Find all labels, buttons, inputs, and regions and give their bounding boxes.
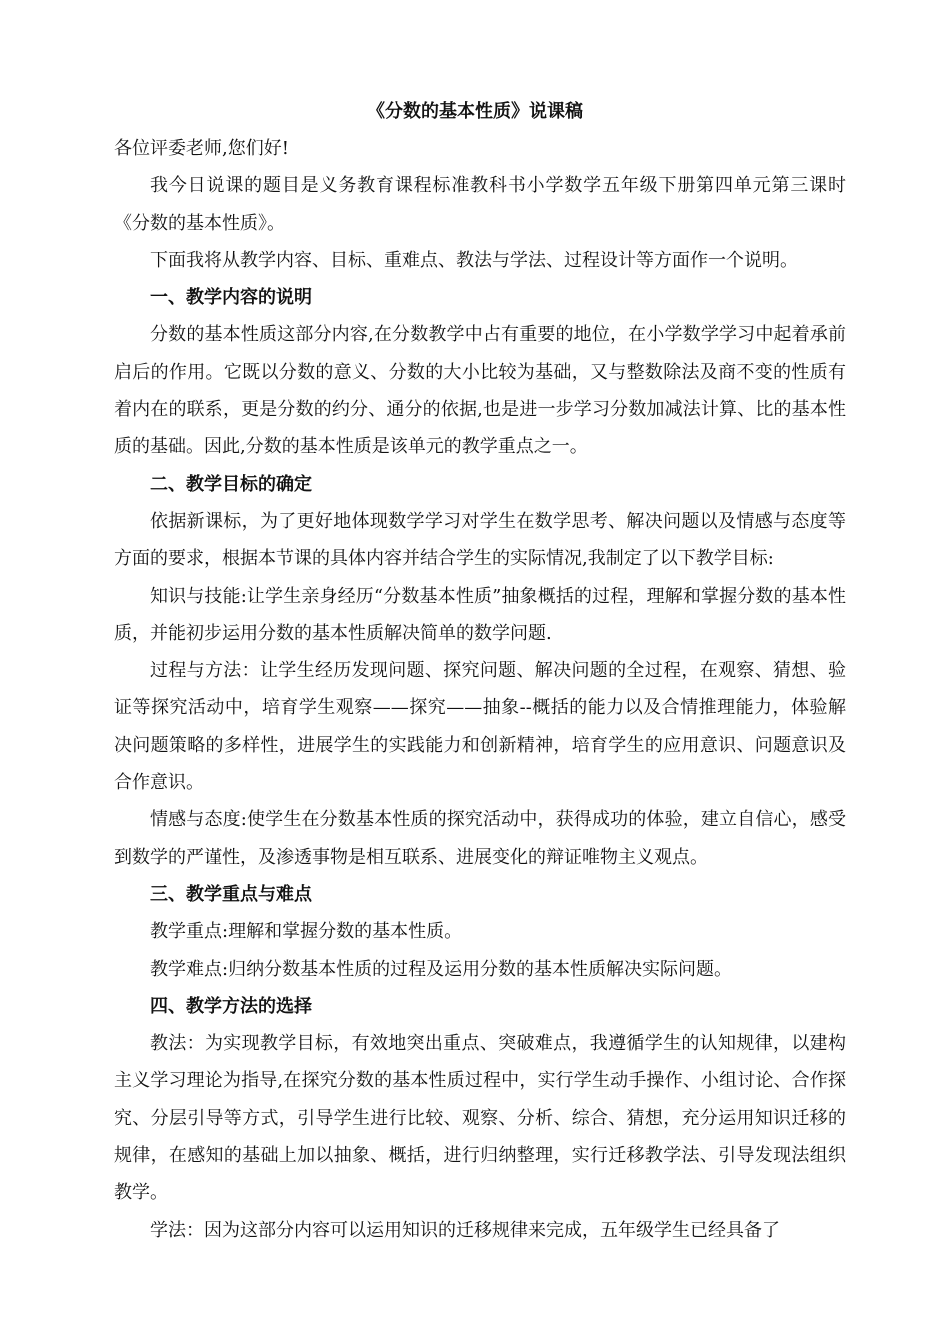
section-heading-content: 一、教学内容的说明 <box>150 287 312 309</box>
section-heading-key-points: 三、教学重点与难点 <box>150 883 312 905</box>
section-heading-objectives: 二、教学目标的确定 <box>150 473 312 495</box>
greeting-paragraph: 各位评委老师,您们好! <box>114 138 289 159</box>
emotion-attitude-paragraph: 情感与态度:使学生在分数基本性质的探究活动中，获得成功的体验，建立自信心，感受到数学的严谨性，及渗透事物是相互联系、进展变化的辩证唯物主义观点。 <box>114 809 846 868</box>
content-paragraph: 分数的基本性质这部分内容,在分数教学中占有重要的地位，在小学数学学习中起着承前启后的作用。它既以分数的意义、分数的大小比较为基础，又与整数除法及商不变的性质有着内在的联系，更是分数的约分、通分的依据,也是进一步学习分数加减法计算、比的基本性质的基础。因此,分数的基本性质是该单元的教学重点之一。 <box>114 324 846 458</box>
difficulty-paragraph: 教学难点:归纳分数基本性质的过程及运用分数的基本性质解决实际问题。 <box>150 958 733 980</box>
learning-method-paragraph: 学法：因为这部分内容可以运用知识的迁移规律来完成，五年级学生已经具备了 <box>150 1219 780 1241</box>
document-title: 《分数的基本性质》说课稿 <box>367 101 583 122</box>
intro-paragraph: 我今日说课的题目是义务教育课程标准教科书小学数学五年级下册第四单元第三课时《分数的基本性质》。 <box>114 175 846 234</box>
section-heading-methods: 四、教学方法的选择 <box>150 995 312 1017</box>
process-method-paragraph: 过程与方法：让学生经历发现问题、探究问题、解决问题的全过程，在观察、猜想、验证等探究活动中，培育学生观察——探究——抽象--概括的能力以及合情推理能力，体验解决问题策略的多样性，进展学生的实践能力和创新精神，培育学生的应用意识、问题意识及合作意识。 <box>114 660 846 794</box>
objectives-intro-paragraph: 依据新课标，为了更好地体现数学学习对学生在数学思考、解决问题以及情感与态度等方面的要求，根据本节课的具体内容并结合学生的实际情况,我制定了以下教学目标: <box>114 510 846 570</box>
teaching-method-paragraph: 教法：为实现教学目标，有效地突出重点、突破难点，我遵循学生的认知规律，以建构主义学习理论为指导,在探究分数的基本性质过程中，实行学生动手操作、小组讨论、合作探究、分层引导等方式，引导学生进行比较、观察、分析、综合、猜想，充分运用知识迁移的规律，在感知的基础上加以抽象、概括，进行归纳整理，实行迁移教学法、引导发现法组织教学。 <box>114 1033 846 1204</box>
key-point-paragraph: 教学重点:理解和掌握分数的基本性质。 <box>150 921 463 943</box>
document-body <box>114 130 846 1249</box>
knowledge-skills-paragraph: 知识与技能:让学生亲身经历“分数基本性质”抽象概括的过程，理解和掌握分数的基本性质，并能初步运用分数的基本性质解决简单的数学问题. <box>114 585 846 644</box>
overview-paragraph: 下面我将从教学内容、目标、重难点、教法与学法、过程设计等方面作一个说明。 <box>150 249 798 271</box>
